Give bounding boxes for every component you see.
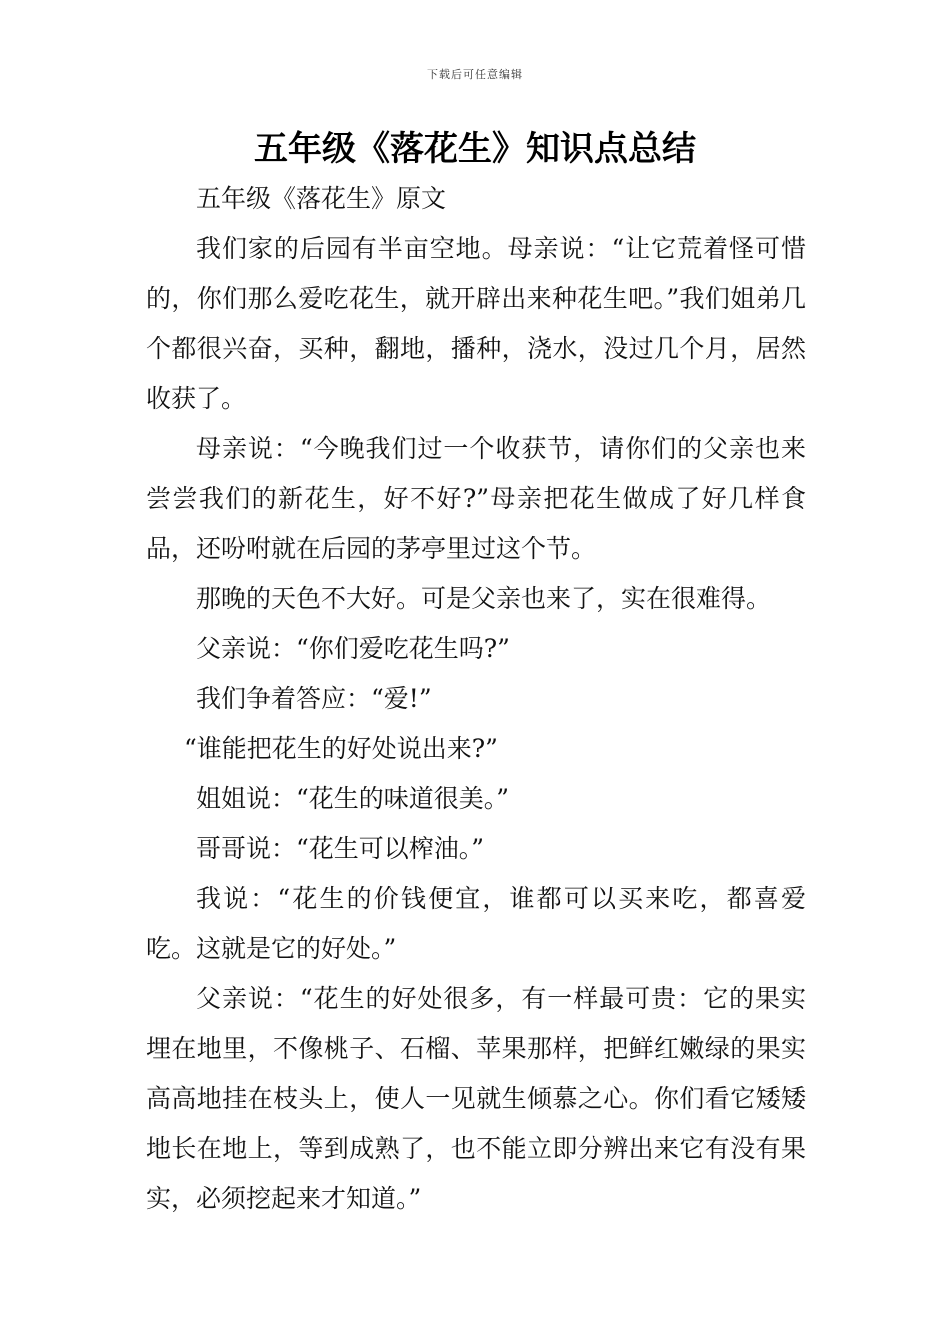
paragraph: 哥哥说：“花生可以榨油。” [196,834,485,863]
paragraph: 我们家的后园有半亩空地。母亲说：“让它荒着怪可惜的，你们那么爱吃花生，就开辟出来种花生吧。”我们姐弟几个都很兴奋，买种，翻地，播种，浇水，没过几个月，居然收获了。 [146,234,806,413]
paragraph: 母亲说：“今晚我们过一个收获节，请你们的父亲也来尝尝我们的新花生，好不好?”母亲把花生做成了好几样食品，还吩咐就在后园的茅亭里过这个节。 [146,434,806,563]
paragraph: 我们争着答应：“爱!” [196,684,432,713]
paragraph: 父亲说：“你们爱吃花生吗?” [196,634,510,663]
paragraph: 我说：“花生的价钱便宜，谁都可以买来吃，都喜爱吃。这就是它的好处。” [146,884,806,963]
section-heading: 五年级《落花生》原文 [196,184,447,213]
document-title: 五年级《落花生》知识点总结 [254,129,696,169]
paragraph: 那晚的天色不大好。可是父亲也来了，实在很难得。 [196,584,772,613]
header-note: 下载后可任意编辑 [427,68,523,81]
paragraph: 姐姐说：“花生的味道很美。” [196,784,510,813]
paragraph: “谁能把花生的好处说出来?” [184,734,498,763]
document-body [146,174,806,1224]
paragraph: 父亲说：“花生的好处很多，有一样最可贵：它的果实埋在地里，不像桃子、石榴、苹果那样，把鲜红嫩绿的果实高高地挂在枝头上，使人一见就生倾慕之心。你们看它矮矮地长在地上，等到成熟了，也不能立即分辨出来它有没有果实，必须挖起来才知道。” [146,984,806,1213]
